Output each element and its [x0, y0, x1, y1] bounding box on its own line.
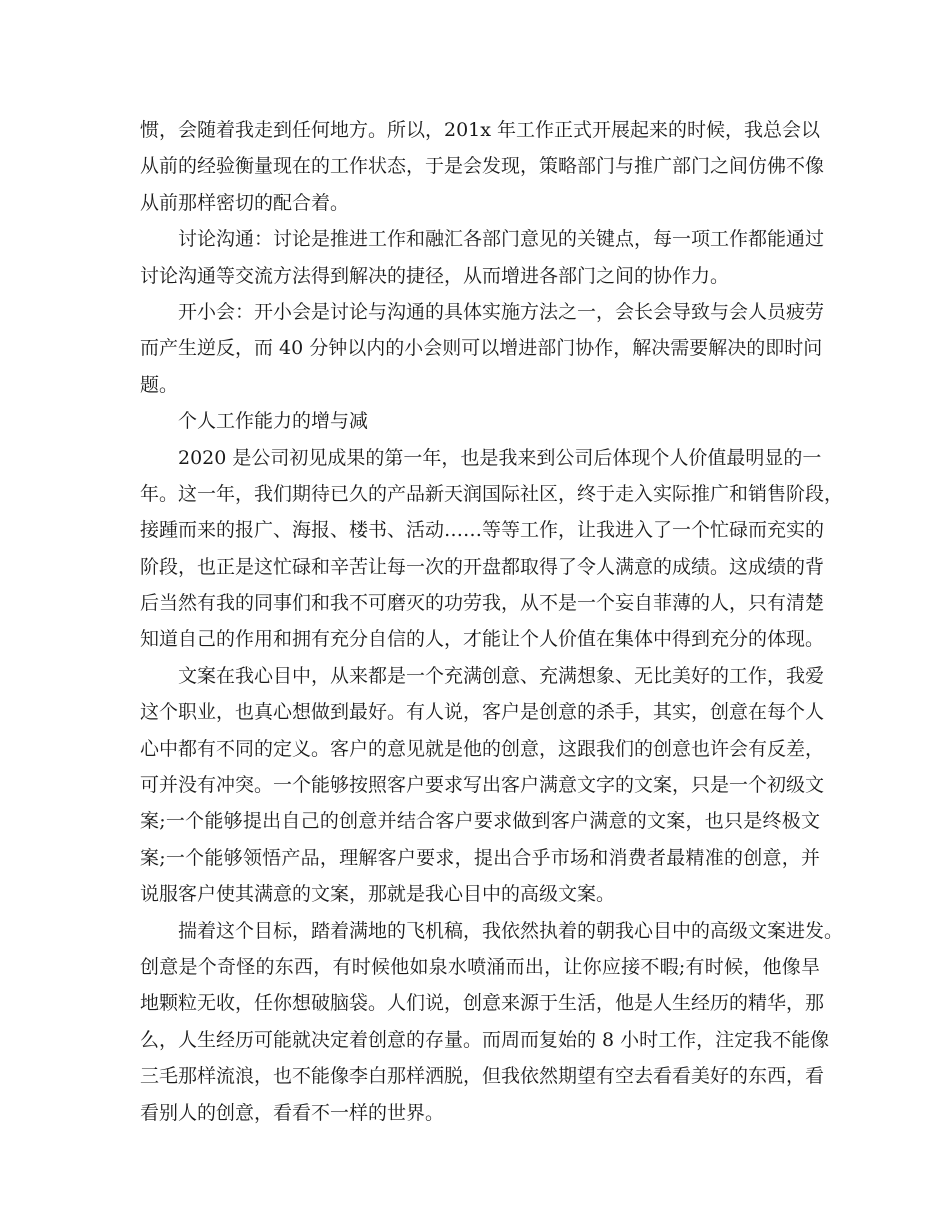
document-body: [140, 112, 844, 1131]
text-line: 阶段，也正是这忙碌和辛苦让每一次的开盘都取得了令人满意的成绩。这成绩的背: [140, 555, 825, 578]
text-line: 知道自己的作用和拥有充分自信的人，才能让个人价值在集体中得到充分的体现。: [140, 628, 825, 651]
text-line: 年。这一年，我们期待已久的产品新天润国际社区，终于走入实际推广和销售阶段，: [140, 482, 844, 505]
text-line: 这个职业，也真心想做到最好。有人说，客户是创意的杀手，其实，创意在每个人: [140, 701, 825, 724]
text-line: 看别人的创意，看看不一样的世界。: [140, 1101, 445, 1124]
text-line: 2020 是公司初见成果的第一年，也是我来到公司后体现个人价值最明显的一: [178, 446, 822, 469]
text-line: 三毛那样流浪，也不能像李白那样洒脱，但我依然期望有空去看看美好的东西，看: [140, 1065, 825, 1088]
text-line: 题。: [140, 373, 179, 396]
text-line: 说服客户使其满意的文案，那就是我心目中的高级文案。: [140, 883, 616, 906]
text-line: 惯，会随着我走到任何地方。所以，201x 年工作正式开展起来的时候，我总会以: [140, 119, 821, 141]
text-line: 揣着这个目标，踏着满地的飞机稿，我依然执着的朝我心目中的高级文案进发。: [178, 919, 844, 942]
text-line: 文案在我心目中，从来都是一个充满创意、充满想象、无比美好的工作，我爱: [178, 664, 825, 687]
text-line: 地颗粒无收，任你想破脑袋。人们说，创意来源于生活，他是人生经历的精华，那: [140, 992, 825, 1015]
text-line: 讨论沟通等交流方法得到解决的捷径，从而增进各部门之间的协作力。: [140, 264, 730, 287]
text-line: 可并没有冲突。一个能够按照客户要求写出客户满意文字的文案，只是一个初级文: [140, 774, 825, 797]
text-line: 案;一个能够领悟产品，理解客户要求，提出合乎市场和消费者最精准的创意，并: [140, 846, 820, 869]
text-line: 个人工作能力的增与减: [178, 410, 369, 433]
text-line: 讨论沟通：讨论是推进工作和融汇各部门意见的关键点，每一项工作都能通过: [178, 228, 825, 251]
text-line: 接踵而来的报广、海报、楼书、活动……等等工作，让我进入了一个忙碌而充实的: [140, 519, 825, 542]
text-line: 心中都有不同的定义。客户的意见就是他的创意，这跟我们的创意也许会有反差，: [140, 737, 825, 760]
text-line: 从前那样密切的配合着。: [140, 191, 350, 214]
text-line: 创意是个奇怪的东西，有时候他如泉水喷涌而出，让你应接不暇;有时候，他像旱: [140, 955, 820, 978]
text-line: 开小会：开小会是讨论与沟通的具体实施方法之一，会长会导致与会人员疲劳: [178, 300, 825, 323]
text-line: 案;一个能够提出自己的创意并结合客户要求做到客户满意的文案，也只是终极文: [140, 810, 820, 833]
text-line: 而产生逆反，而 40 分钟以内的小会则可以增进部门协作，解决需要解决的即时问: [140, 337, 823, 360]
text-line: 后当然有我的同事们和我不可磨灭的功劳我，从不是一个妄自菲薄的人，只有清楚: [140, 592, 825, 615]
text-line: 从前的经验衡量现在的工作状态，于是会发现，策略部门与推广部门之间仿佛不像: [140, 155, 825, 178]
text-line: 么，人生经历可能就决定着创意的存量。而周而复始的 8 小时工作，注定我不能像: [140, 1028, 830, 1051]
